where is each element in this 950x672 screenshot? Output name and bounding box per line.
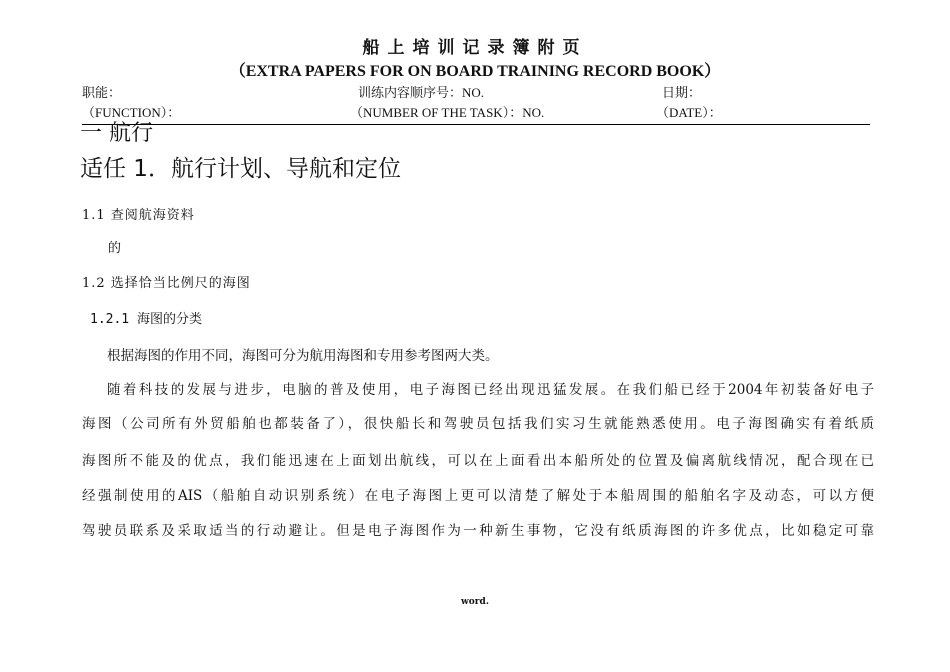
title-english: （EXTRA PAPERS FOR ON BOARD TRAINING RECORD BOOK） <box>229 63 721 80</box>
title-chinese: 船上培训记录簿附页 <box>362 38 588 58</box>
paragraph-2-line: 经强制使用的AIS（船舶自动识别系统）在电子海图上更可以清楚了解处于本船周围的船舶名字及动态，可以方便 <box>82 488 874 504</box>
section-1-2-1: 1.2.1 海图的分类 <box>90 312 202 327</box>
paragraph-2-line: 随着科技的发展与进步，电脑的普及使用，电子海图已经出现迅猛发展。在我们船已经于2004年初装备好电子 <box>107 382 874 398</box>
header-divider <box>82 124 870 125</box>
orphan-text: 的 <box>108 241 123 256</box>
task-number-label-en: （NUMBER OF THE TASK）：NO. <box>350 105 545 120</box>
date-label-en: （DATE）： <box>656 105 722 120</box>
footer-text: word. <box>461 597 489 607</box>
task-number-label-cn: 训练内容顺序号：NO. <box>358 85 485 100</box>
function-label-cn: 职能： <box>82 85 122 100</box>
heading-level2: 适任 1．航行计划、导航和定位 <box>80 156 401 182</box>
function-label-en: （FUNCTION）： <box>82 105 181 120</box>
section-1-2: 1.2 选择恰当比例尺的海图 <box>82 276 251 291</box>
section-1-1: 1.1 查阅航海资料 <box>82 208 195 223</box>
date-label-cn: 日期： <box>662 85 702 100</box>
paragraph-2-line: 海图（公司所有外贸船舶也都装备了），很快船长和驾驶员包括我们实习生就能熟悉使用。电子海图确实有着纸质 <box>82 416 874 432</box>
paragraph-2-line: 驾驶员联系及采取适当的行动避让。但是电子海图作为一种新生事物，它没有纸质海图的许多优点，比如稳定可靠 <box>82 523 874 539</box>
paragraph-2-line: 海图所不能及的优点，我们能迅速在上面划出航线，可以在上面看出本船所处的位置及偏离航线情况，配合现在已 <box>82 453 874 469</box>
heading-level1: 一 航行 <box>80 121 153 146</box>
paragraph-1: 根据海图的作用不同，海图可分为航用海图和专用参考图两大类。 <box>107 348 499 364</box>
